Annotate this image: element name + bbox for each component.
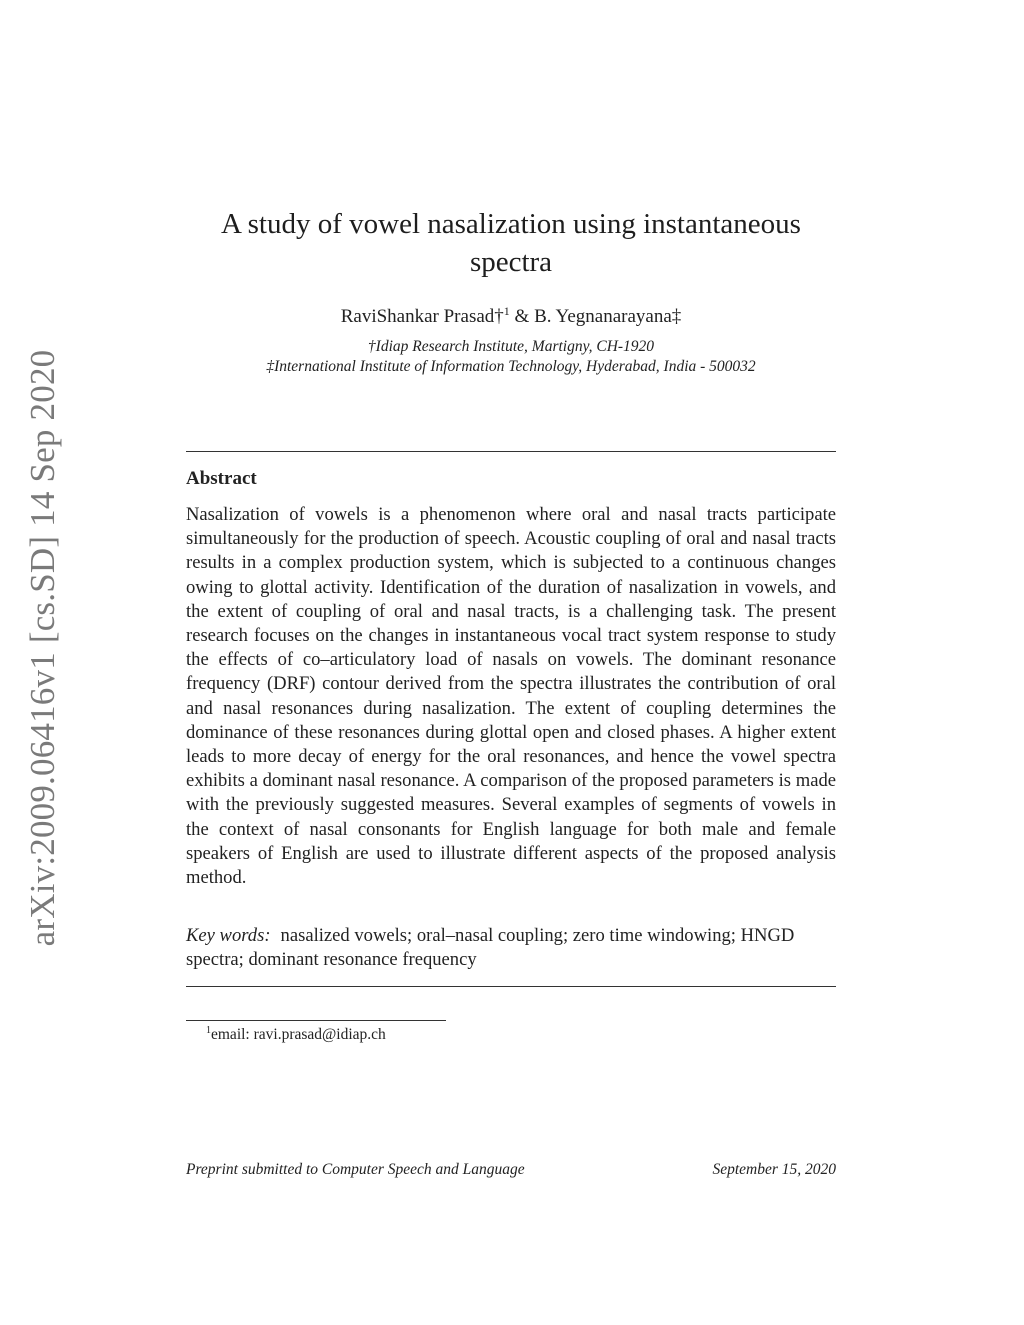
author-list <box>186 305 836 329</box>
author-separator: & <box>509 306 535 327</box>
title-line-2: spectra <box>469 246 553 278</box>
author-1: RaviShankar Prasad† <box>340 306 504 327</box>
affiliation-2: ‡International Institute of Information Technology, Hyderabad, India - 500032 <box>266 358 756 375</box>
footnote-rule <box>186 1020 446 1021</box>
abstract-text: Nasalization of vowels is a phenomenon where oral and nasal tracts participate simultaneously for the production of speech. Acoustic coupling of oral and nasal tracts results in a complex production system, which is subjected to a continuous changes owing to glottal activity. Identification of the duration of nasalization in vowels, and the extent of coupling of oral and nasal tracts, is a challenging task. The present research focuses on the changes in instantaneous vocal tract system response to study the effects of co–articulatory load of nasals on vowels. The dominant resonance frequency (DRF) contour derived from the spectra illustrates the contribution of oral and nasal resonances during nasalization. The extent of coupling determines the dominance of these resonances during glottal open and closed phases. A higher extent leads to more decay of energy for the oral resonances, and hence the vowel spectra exhibits a dominant nasal resonance. A comparison of the proposed parameters is made with the previously suggested measures. Several examples of segments of vowels in the context of nasal consonants for English language for both male and female speakers of English are used to illustrate different aspects of the proposed analysis method. <box>186 504 836 889</box>
title-line-1: A study of vowel nasalization using instantaneous <box>221 208 801 240</box>
footnote-mark: 1 <box>206 1025 211 1036</box>
arxiv-identifier-stamp: arXiv:2009.06416v1 [cs.SD] 14 Sep 2020 <box>23 349 62 947</box>
affiliation-1: †Idiap Research Institute, Martigny, CH-1920 <box>367 338 655 355</box>
abstract-top-rule <box>186 451 836 452</box>
footnote <box>206 1025 386 1045</box>
keywords-text: nasalized vowels; oral–nasal coupling; zero time windowing; HNGD spectra; dominant resonance frequency <box>186 925 795 971</box>
footnote-email: email: ravi.prasad@idiap.ch <box>211 1026 386 1043</box>
abstract-heading: Abstract <box>186 468 257 489</box>
preprint-note: Preprint submitted to Computer Speech and Language <box>186 1161 525 1178</box>
abstract-bottom-rule <box>186 986 836 987</box>
author-1-footnote-mark: 1 <box>503 304 510 318</box>
keywords <box>186 924 836 972</box>
author-2: B. Yegnanarayana‡ <box>534 306 682 327</box>
preprint-date: September 15, 2020 <box>712 1161 836 1178</box>
keywords-label: Key words: <box>186 925 271 946</box>
paper-title <box>186 205 836 281</box>
